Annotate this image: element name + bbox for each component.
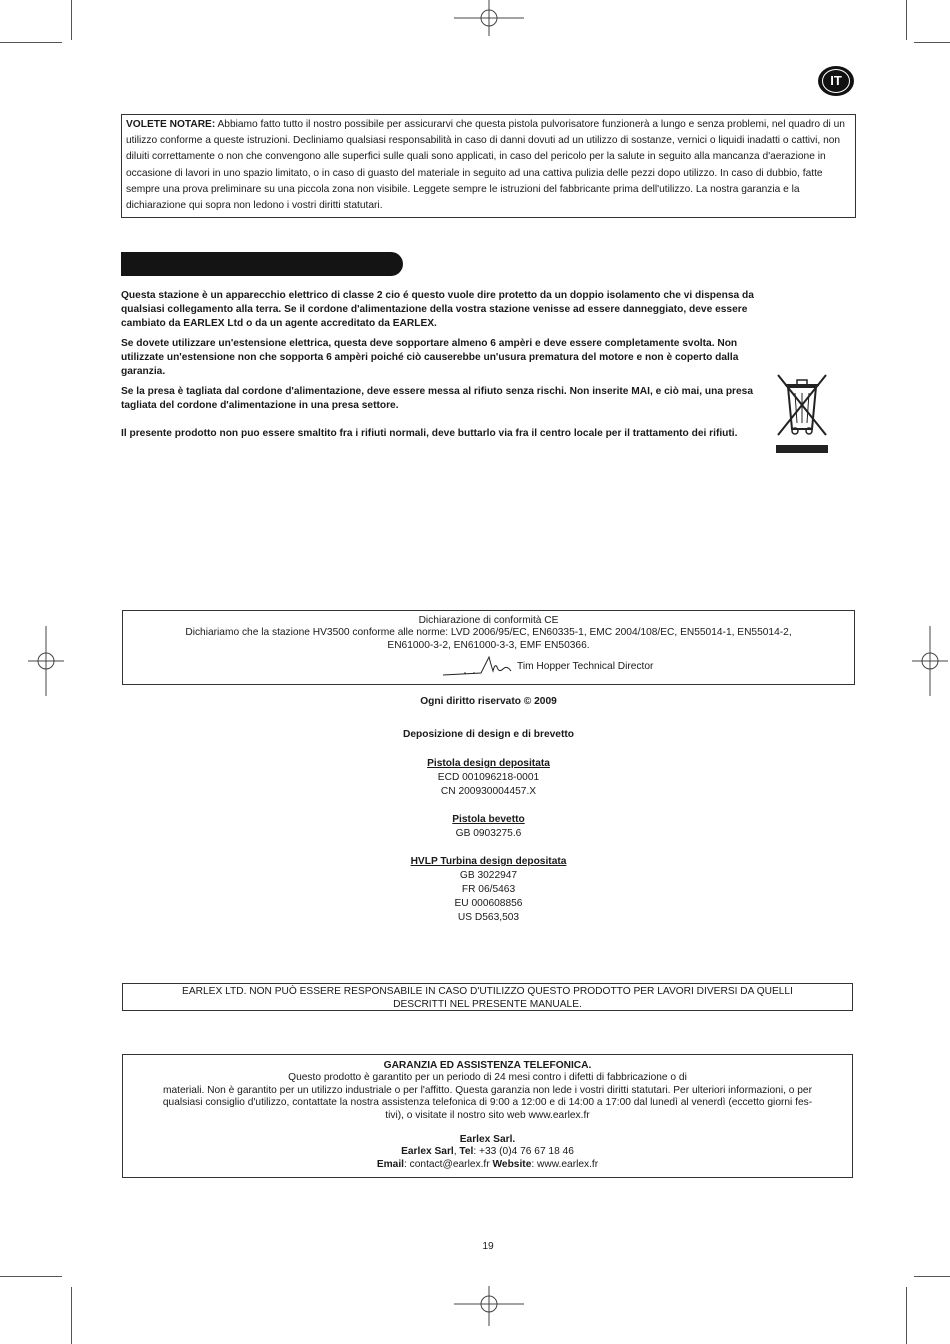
declaration-title: Dichiarazione di conformità CE (418, 615, 559, 626)
electrical-paragraph-3: Se la presa è tagliata dal cordone d'alimentazione, deve essere messa al rifiuto senza rischi. Non inserite MAI, e ciò mai, una presa tagliata del cordone d'alimentazione in una presa settore. (121, 386, 754, 411)
warranty-contact (129, 1159, 846, 1171)
declaration-line-1: Dichiariamo che la stazione HV3500 conforme alle norme: LVD 2006/95/EC, EN60335-1, EMC 2004/108/EC, EN55014-1, EN55014-2, (185, 627, 792, 639)
crop-mark (914, 42, 950, 43)
notice-text: Abbiamo fatto tutto il nostro possibile per assicurarvi che questa pistola pulvorisatore funzionerà a lungo e senza problemi, nel quadro di un utilizzo conforme a queste istruzioni. Decliniamo qualsiasi responsabilità in caso di danni dovuti ad un utilizzo di sostanze, vernici o liquidi inadatti o cattivi, non diluiti correttamente o non che convengono alle superfici sulle quali sono applicati, in caso del pericolo per la salute in seguito alla mancanza d'aerazione in occasione di lavori in uno spazio limitato, o in caso di guasto del materiale in seguito ad una cattiva pulizia delle pezzi dopo utilizzo. In caso di dubbio, fatte sempre una prova preliminare su una piccola zona non visibile. Leggete sempre le istruzioni del fabbricante prima dell'utilizzo. La nostra garanzia e la dichiarazione qui sopra non ledono i vostri diritti statutari. (126, 119, 845, 212)
crop-mark (906, 0, 907, 40)
electrical-paragraph-2: Se dovete utilizzare un'estensione elettrica, questa deve sopportare almeno 6 ampèri e deve essere completamente svolta. Non utilizzate un'estensione non che sopporta 6 ampèri poiché ciò causerebbe un'usura prematura del motore e non è coperto dalla garanzia. (121, 338, 739, 377)
gun-design-item: CN 200930004457.X (440, 786, 537, 797)
gun-patent-heading: Pistola bevetto (452, 814, 525, 825)
phone-company-label: Earlex Sarl (401, 1146, 454, 1158)
language-badge-label: IT (822, 69, 850, 93)
electrical-paragraph-4: Il presente prodotto non puo essere smaltito fra i rifiuti normali, deve buttarlo via fra il centro locale per il trattamento dei rifiuti. (121, 428, 738, 439)
turbine-design-block (121, 855, 856, 925)
registration-mark-bottom (454, 1286, 524, 1326)
gun-design-block (121, 757, 856, 799)
electrical-paragraph-1: Questa stazione è un apparecchio elettrico di classe 2 cio é questo vuole dire protetto da un doppio isolamento che vi dispensa da qualsiasi collegamento alla terra. Se il cordone d'alimentazione della vostra stazione venisse ad essere danneggiato, deve essere cambiato da EARLEX Ltd o da un agente accreditato da EARLEX. (121, 290, 754, 329)
declaration-signatory: Tim Hopper Technical Director (517, 661, 654, 672)
section-header-bar (121, 252, 403, 276)
gun-patent-item: GB 0903275.6 (455, 828, 522, 839)
disclaimer-box (122, 983, 853, 1011)
turbine-design-item: US D563,503 (457, 912, 520, 923)
warranty-line-1: Questo prodotto è garantito per un periodo di 24 mesi contro i difetti di fabbricazione o di (288, 1072, 687, 1084)
registration-mark-right (912, 626, 948, 696)
crop-mark (0, 1276, 62, 1277)
signature-icon (441, 653, 521, 679)
email-label: Email (376, 1158, 404, 1170)
registration-mark-left (28, 626, 64, 696)
turbine-design-item: EU 000608856 (454, 898, 523, 909)
gun-design-item: ECD 001096218-0001 (437, 772, 540, 783)
crop-mark (71, 1287, 72, 1344)
warranty-line-2: materiali. Non è garantito per un utilizzo industriale o per l'affitto. Questa garanzia non lede i vostri diritti statutari. Per ulteriori informazioni, o per (163, 1084, 812, 1096)
crop-mark (0, 42, 62, 43)
registration-mark-top (454, 0, 524, 36)
warranty-phone (129, 1146, 846, 1158)
turbine-design-item: FR 06/5463 (461, 884, 516, 895)
crop-mark (906, 1287, 907, 1344)
turbine-design-item: GB 3022947 (459, 870, 518, 881)
website-label: Website (492, 1158, 532, 1170)
website-value: : www.earlex.fr (531, 1158, 599, 1170)
gun-design-heading: Pistola design depositata (427, 758, 550, 769)
turbine-design-heading: HVLP Turbina design depositata (410, 856, 567, 867)
declaration-line-2: EN61000-3-2, EN61000-3-3, EMF EN50366. (387, 639, 590, 651)
phone-value: : +33 (0)4 76 67 18 46 (473, 1146, 574, 1158)
disclaimer-line-1: EARLEX LTD. NON PUÒ ESSERE RESPONSABILE IN CASO D'UTILIZZO QUESTO PRODOTTO PER LAVORI DIVERSI DA QUELLI (182, 986, 793, 997)
warranty-line-3: qualsiasi consiglio d'utilizzo, contattate la nostra assistenza telefonica di 9:00 a 12:00 e di 14:00 a 17:00 dal lunedì al venerdì (eccetto giorni fes- (162, 1097, 813, 1109)
warranty-title: GARANZIA ED ASSISTENZA TELEFONICA. (383, 1060, 592, 1071)
crop-mark (71, 0, 72, 40)
language-badge (818, 66, 854, 96)
notice-box (121, 114, 856, 218)
page-number: 19 (482, 1241, 494, 1252)
signature-row (123, 655, 854, 681)
weee-bin-icon (775, 373, 829, 455)
email-value: : contact@earlex.fr (404, 1158, 493, 1170)
warranty-box (122, 1054, 853, 1178)
declaration-box (122, 610, 855, 685)
crop-mark (914, 1276, 950, 1277)
copyright: Ogni diritto riservato © 2009 (420, 696, 557, 707)
disclaimer-line-2: DESCRITTI NEL PRESENTE MANUALE. (393, 998, 582, 1010)
phone-separator: , (453, 1146, 460, 1158)
phone-label: Tel (459, 1146, 474, 1158)
design-patent-heading: Deposizione di design e di brevetto (403, 729, 574, 740)
gun-patent-block (121, 813, 856, 841)
notice-label: VOLETE NOTARE: (126, 119, 216, 130)
warranty-company: Earlex Sarl. (459, 1134, 516, 1146)
warranty-line-4: tivi), o visitate il nostro sito web www.earlex.fr (385, 1109, 590, 1121)
